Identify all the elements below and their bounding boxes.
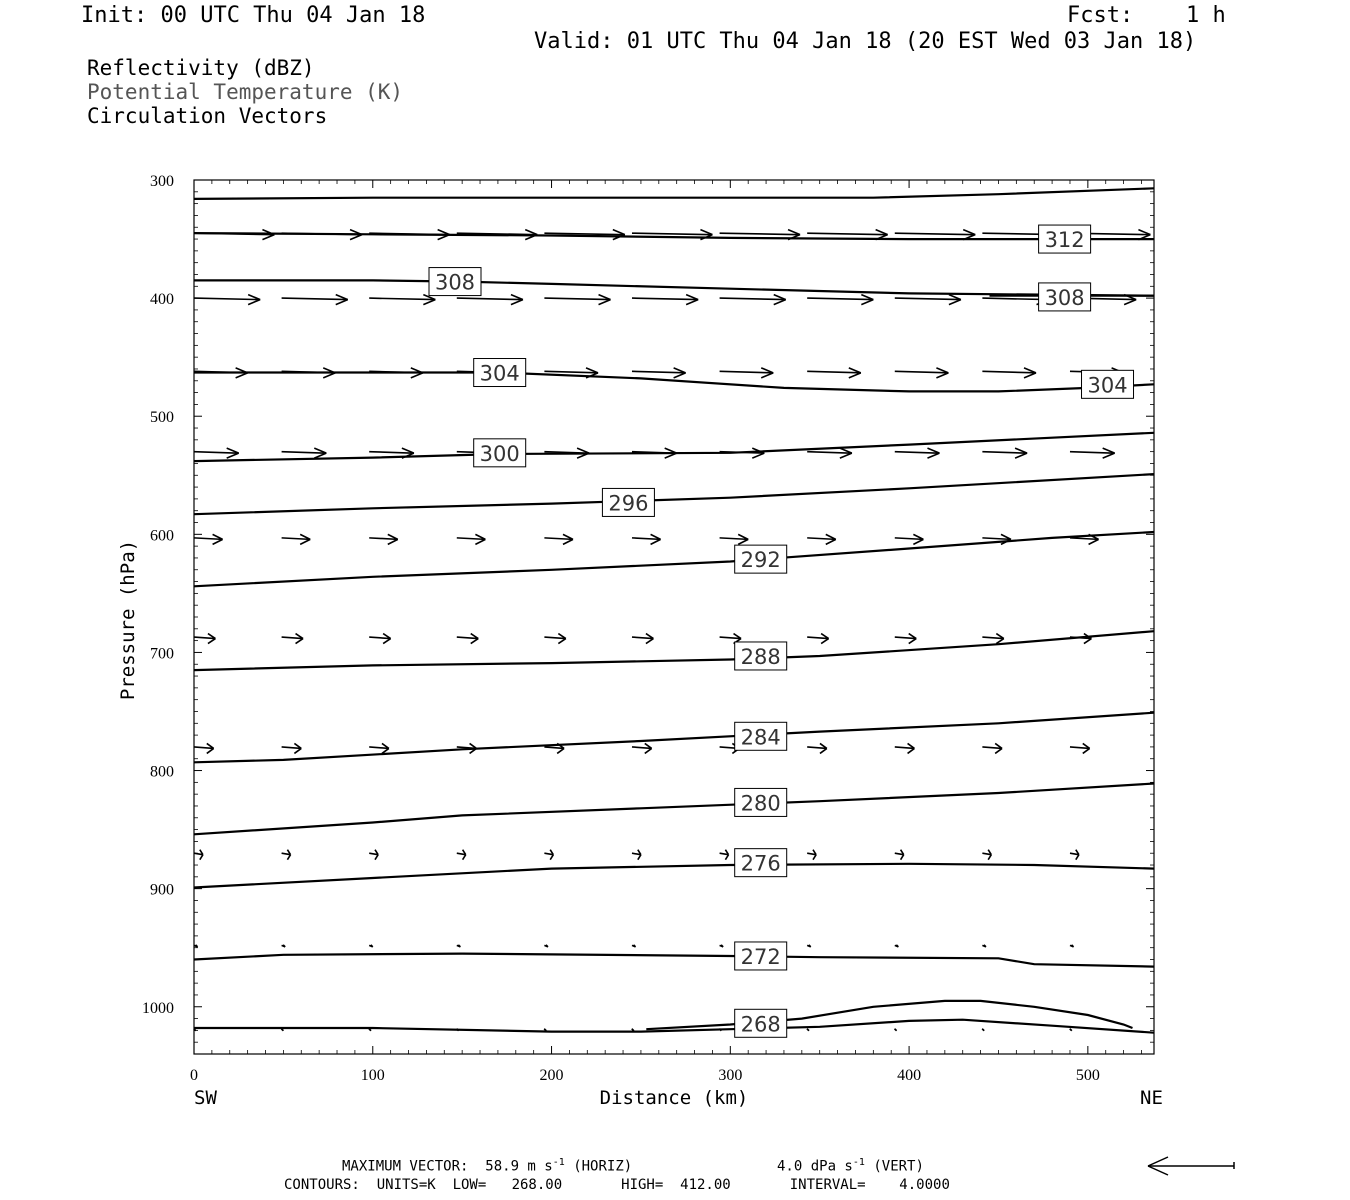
contour-label: 276 [740, 851, 781, 876]
theta-contour-line [194, 1020, 1154, 1033]
legend-circulation-vectors: Circulation Vectors [87, 104, 328, 128]
circulation-vector [194, 634, 215, 644]
circulation-vector [544, 945, 548, 947]
forecast-hour: 1 h [1186, 3, 1226, 28]
max-vector-exponent: -1 [552, 1157, 565, 1168]
circulation-vector [632, 850, 641, 860]
circulation-vector [807, 634, 828, 644]
theta-contour-line [194, 784, 1154, 835]
theta-contour-line [194, 373, 1154, 392]
circulation-vector [982, 945, 986, 947]
max-vector-text: MAXIMUM VECTOR: 58.9 m s [342, 1158, 553, 1175]
circulation-vector [982, 1029, 984, 1031]
circulation-vector [982, 448, 1027, 458]
circulation-vector [457, 534, 486, 544]
y-tick-label: 300 [150, 173, 174, 190]
circulation-vector [895, 534, 924, 544]
circulation-vector [1070, 945, 1074, 947]
legend-potential-temperature: Potential Temperature (K) [87, 80, 404, 104]
circulation-vector [369, 295, 435, 305]
circulation-vector [982, 634, 1003, 644]
circulation-vector [982, 743, 1002, 753]
circulation-vector [982, 850, 991, 860]
circulation-vector [807, 743, 827, 753]
max-vector-vert-exponent: -1 [852, 1157, 865, 1168]
x-axis-label: Distance (km) [599, 1087, 749, 1109]
circulation-vector [457, 850, 466, 860]
vector-layer [194, 230, 1151, 1031]
circulation-vector [369, 634, 390, 644]
circulation-vector [895, 743, 915, 753]
circulation-vector [1070, 850, 1079, 860]
y-tick-label: 400 [150, 291, 174, 309]
theta-contour-line [194, 954, 1154, 967]
y-tick-label: 700 [150, 645, 174, 663]
circulation-vector [807, 534, 836, 544]
max-vector-vert [777, 1157, 924, 1175]
max-vector-vert-suffix: (VERT) [864, 1158, 924, 1175]
reference-vector-arrow [1148, 1157, 1234, 1175]
circulation-vector [194, 448, 239, 458]
circulation-vector [895, 295, 961, 305]
circulation-vector [720, 534, 749, 544]
contour-label-layer [429, 225, 1134, 1037]
circulation-vector [895, 945, 899, 947]
circulation-vector [720, 945, 724, 947]
circulation-vector [282, 945, 286, 947]
circulation-vector [194, 534, 223, 544]
circulation-vector [720, 850, 729, 860]
y-axis-label: Pressure (hPa) [117, 539, 139, 701]
circulation-vector [282, 850, 291, 860]
circulation-vector [982, 368, 1036, 378]
circulation-vector [632, 1029, 634, 1031]
theta-contour-line [646, 1001, 1132, 1029]
circulation-vector [632, 945, 636, 947]
circulation-vector [632, 634, 653, 644]
theta-contour-line [194, 188, 1154, 199]
contour-layer [194, 188, 1154, 1032]
circulation-vector [194, 743, 214, 753]
x-tick-label: 100 [360, 1067, 385, 1084]
circulation-vector [807, 295, 873, 305]
y-tick-label: 600 [150, 527, 174, 545]
circulation-vector [632, 368, 686, 378]
theta-contour-line [194, 631, 1154, 670]
max-vector-horiz [342, 1157, 632, 1175]
contour-label: 304 [1087, 373, 1128, 398]
theta-contour-line [194, 474, 1154, 514]
forecast-label: Fcst: [1067, 3, 1134, 28]
contour-label: 280 [740, 791, 781, 816]
circulation-vector [282, 743, 302, 753]
circulation-vector [282, 634, 303, 644]
circulation-vector [632, 534, 661, 544]
circulation-vector [194, 295, 260, 305]
theta-contour-line [194, 713, 1154, 763]
circulation-vector [544, 634, 565, 644]
circulation-vector [895, 850, 904, 860]
contour-label: 308 [1044, 285, 1085, 310]
circulation-vector [282, 295, 348, 305]
x-axis-right-end-label: NE [1140, 1087, 1163, 1109]
circulation-vector [544, 850, 553, 860]
theta-contour-line [194, 280, 1154, 295]
max-vector-vert-text: 4.0 dPa s [777, 1158, 853, 1175]
tick-layer [142, 173, 1154, 1084]
x-tick-label: 500 [1075, 1067, 1100, 1084]
circulation-vector [720, 368, 774, 378]
circulation-vector [282, 534, 311, 544]
circulation-vector [544, 534, 573, 544]
circulation-vector [457, 945, 461, 947]
contour-label: 288 [740, 644, 781, 669]
circulation-vector [895, 368, 949, 378]
y-tick-label: 900 [150, 881, 174, 899]
circulation-vector [807, 368, 861, 378]
contour-label: 268 [740, 1012, 781, 1037]
circulation-vector [1070, 448, 1115, 458]
circulation-vector [369, 945, 373, 947]
init-time: Init: 00 UTC Thu 04 Jan 18 [81, 3, 426, 28]
contour-label: 304 [479, 361, 520, 386]
circulation-vector [720, 295, 786, 305]
circulation-vector [544, 295, 610, 305]
contour-label: 272 [740, 944, 781, 969]
circulation-vector [632, 295, 698, 305]
circulation-vector [369, 534, 398, 544]
circulation-vector [369, 743, 389, 753]
valid-time: Valid: 01 UTC Thu 04 Jan 18 (20 EST Wed 03 Jan 18) [534, 29, 1197, 54]
circulation-vector [457, 634, 478, 644]
circulation-vector [1070, 743, 1090, 753]
circulation-vector [1070, 1029, 1072, 1031]
contour-label: 308 [434, 270, 476, 295]
circulation-vector [807, 945, 811, 947]
x-tick-label: 200 [539, 1067, 564, 1084]
circulation-vector [895, 1029, 897, 1031]
contour-label: 284 [740, 725, 781, 750]
circulation-vector [457, 295, 523, 305]
contour-label: 296 [608, 491, 649, 516]
plot-frame [194, 180, 1154, 1054]
y-tick-label: 1000 [142, 999, 174, 1017]
circulation-vector [632, 743, 652, 753]
circulation-vector [895, 448, 940, 458]
y-tick-label: 500 [150, 409, 174, 427]
x-tick-label: 400 [897, 1067, 922, 1084]
circulation-vector [895, 634, 916, 644]
circulation-vector [369, 850, 378, 860]
circulation-vector [194, 230, 274, 240]
contours-info: CONTOURS: UNITS=K LOW= 268.00 HIGH= 412.00 INTERVAL= 4.0000 [284, 1177, 950, 1193]
theta-contour-line [194, 433, 1154, 461]
circulation-vector [194, 850, 203, 860]
max-vector-horiz-suffix: (HORIZ) [564, 1158, 633, 1175]
contour-label: 300 [479, 441, 520, 466]
circulation-vector [807, 850, 816, 860]
contour-label: 312 [1044, 228, 1085, 253]
legend-reflectivity: Reflectivity (dBZ) [87, 56, 315, 80]
x-axis-left-end-label: SW [194, 1087, 217, 1109]
x-tick-label: 300 [718, 1067, 743, 1084]
circulation-vector [282, 448, 327, 458]
theta-contour-line [194, 864, 1154, 888]
y-tick-label: 800 [150, 763, 174, 781]
circulation-vector [807, 1029, 809, 1031]
contour-label: 292 [740, 548, 781, 573]
x-tick-label: 0 [190, 1067, 198, 1084]
